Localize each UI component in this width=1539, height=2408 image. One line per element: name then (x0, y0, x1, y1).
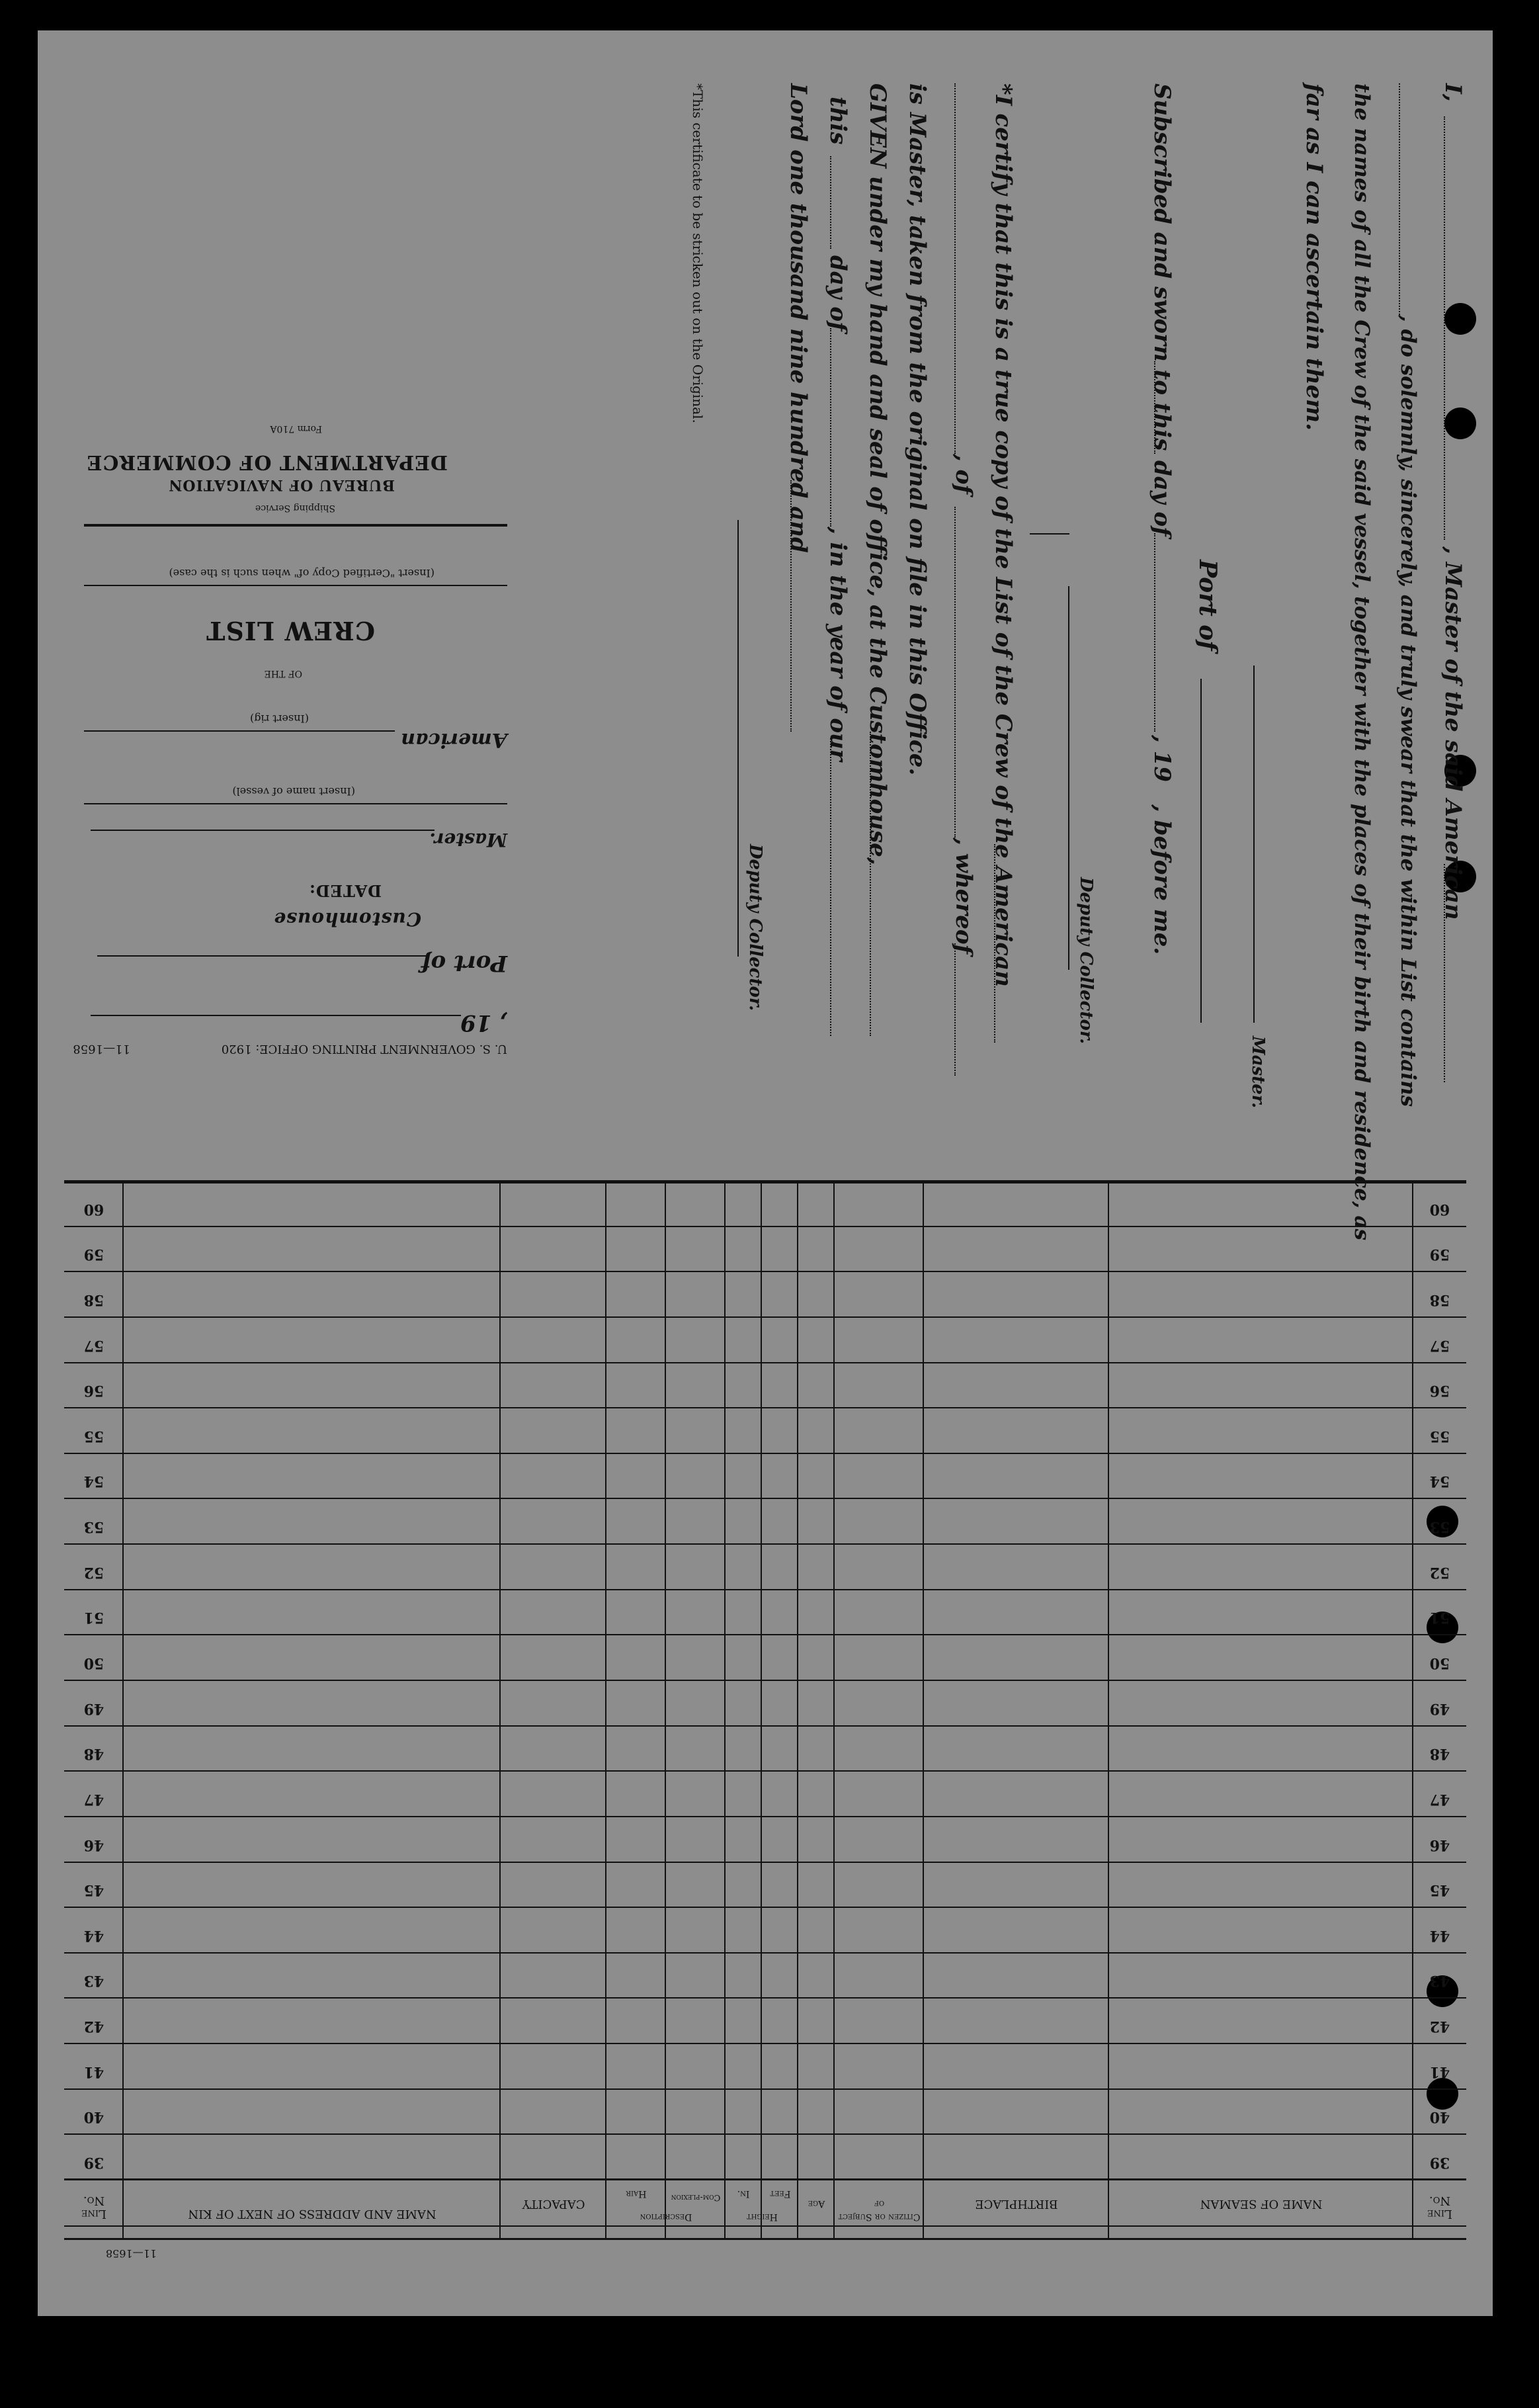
oath-swear-text: , do solemnly, sincerely, and truly swear that the within List contains (1396, 315, 1420, 1107)
line-number-right: 50 (83, 1655, 104, 1672)
line-number-right: 58 (83, 1291, 104, 1309)
line-number: 56 (1429, 1382, 1450, 1400)
table-code: 11—1658 (105, 2247, 157, 2260)
hdr-feet: Feet (770, 2188, 791, 2199)
line-number-right: 54 (83, 1473, 104, 1490)
table-row[interactable] (64, 1997, 1466, 1999)
header-divider (64, 2178, 1466, 2180)
insert-vessel-note: (Insert name of vessel) (232, 785, 355, 798)
hdr-description: Description (640, 2212, 692, 2222)
table-row[interactable] (64, 1316, 1466, 1318)
subscribed-month-blank[interactable] (1154, 533, 1155, 732)
hdr-height: Height (747, 2212, 778, 2222)
cover-port-line[interactable] (97, 955, 428, 957)
table-row[interactable] (64, 1816, 1466, 1817)
form-cover (64, 143, 527, 1069)
line-number-right: 42 (83, 2018, 104, 2036)
crew-list-title: CREW LIST (206, 616, 375, 646)
line-number-right: 52 (83, 1563, 104, 1581)
table-row[interactable] (64, 1453, 1466, 1454)
crew-table (64, 1182, 1466, 2260)
col-complexion (665, 1182, 666, 2240)
certify-text: *I certify that this is a true copy of the List of the Crew of the American (990, 83, 1017, 987)
line-number: 60 (1429, 1200, 1450, 1218)
printer-note: U. S. GOVERNMENT PRINTING OFFICE: 1920 (221, 1042, 507, 1056)
vessel-blank[interactable] (1444, 864, 1445, 1082)
certify-of: , of (950, 454, 977, 494)
master-label: Master. (1248, 1036, 1268, 1109)
line-number: 50 (1429, 1655, 1450, 1672)
certify-given-text: GIVEN under my hand and seal of office, at the Customhouse, (864, 83, 891, 865)
line-number: 59 (1429, 1246, 1450, 1264)
hdr-line-no-right: Line No. (81, 2194, 106, 2221)
line-number: 52 (1429, 1563, 1450, 1581)
form-code: 11—1658 (73, 1042, 130, 1056)
oath-port-blank[interactable] (1200, 679, 1202, 1023)
table-row[interactable] (64, 2133, 1466, 2135)
subscribed-year: , 19 (1149, 735, 1175, 782)
rig-blank[interactable] (1399, 83, 1400, 315)
certify-master-blank[interactable] (954, 943, 956, 1076)
table-row[interactable] (64, 1770, 1466, 1772)
line-number: 57 (1429, 1336, 1450, 1354)
line-number: 49 (1429, 1699, 1450, 1717)
deputy1-line[interactable] (1068, 586, 1069, 970)
line-number-right: 55 (83, 1427, 104, 1445)
certify-vessel-blank[interactable] (994, 844, 995, 1043)
line-number: 51 (1429, 1609, 1450, 1627)
line-number: 45 (1429, 1881, 1450, 1899)
line-number: 40 (1429, 2108, 1450, 2126)
line-number: 39 (1429, 2154, 1450, 2171)
deputy2-label: Deputy Collector. (745, 844, 765, 1011)
certify-master-text: is Master, taken from the original on file in this Office. (904, 83, 931, 776)
line-number-right: 47 (83, 1790, 104, 1808)
certify-rig-blank[interactable] (954, 83, 956, 454)
line-number: 47 (1429, 1790, 1450, 1808)
table-row[interactable] (64, 1362, 1466, 1363)
bureau-label: BUREAU OF NAVIGATION (168, 476, 395, 494)
shipping-service: Shipping Service (255, 503, 335, 513)
certificate-footnote: *This certificate to be stricken out on the Original. (690, 83, 706, 423)
certify-month-blank[interactable] (830, 328, 831, 527)
table-row[interactable] (64, 1180, 1466, 1182)
table-row[interactable] (64, 1634, 1466, 1635)
table-row[interactable] (64, 2088, 1466, 2090)
table-row[interactable] (64, 1725, 1466, 1727)
line-number: 43 (1429, 1972, 1450, 1990)
certified-note: (Insert "Certified Copy of" when such is the case) (169, 567, 435, 580)
hdr-line-no: Line No. (1427, 2194, 1452, 2221)
hdr-next-of-kin: NAME AND ADDRESS OF NEXT OF KIN (188, 2207, 437, 2221)
line-number: 44 (1429, 1926, 1450, 1944)
line-number: 55 (1429, 1427, 1450, 1445)
oath-port-label: Port of (1194, 560, 1222, 651)
line-number: 41 (1429, 2063, 1450, 2081)
col-hair (605, 1182, 606, 2240)
oath-crew-text: the names of all the Crew of the said vessel, together with the places of their birth and residence, as (1350, 83, 1374, 1241)
customhouse-blank[interactable] (870, 732, 871, 1036)
line-number: 48 (1429, 1745, 1450, 1763)
line-number: 46 (1429, 1836, 1450, 1854)
line-number-right: 46 (83, 1836, 104, 1854)
line-number-right: 56 (83, 1382, 104, 1400)
col-citizen (833, 1182, 835, 2240)
hdr-age: Age (808, 2198, 825, 2209)
table-row[interactable] (64, 1907, 1466, 1908)
col-next-of-kin (122, 1182, 124, 2240)
form-number: Form 710A (270, 423, 322, 434)
certify-this: this (825, 97, 851, 145)
certify-whereof: , whereof (950, 838, 977, 955)
heavy-rule (84, 524, 507, 527)
certify-day-blank[interactable] (830, 156, 831, 249)
line-number: 58 (1429, 1291, 1450, 1309)
hdr-capacity: CAPACITY (522, 2197, 585, 2211)
col-feet (761, 1182, 762, 2240)
line-number-right: 44 (83, 1926, 104, 1944)
col-birthplace (923, 1182, 924, 2240)
col-inches (724, 1182, 726, 2240)
col-capacity (499, 1182, 501, 2240)
year-line[interactable] (91, 1015, 461, 1016)
col-line-no (1412, 1182, 1413, 2240)
line-number-right: 40 (83, 2108, 104, 2126)
certify-of-blank[interactable] (954, 507, 956, 838)
subscribed-day-of: day of (1149, 460, 1175, 537)
deputy2-line[interactable] (737, 520, 739, 957)
col-name (1108, 1182, 1109, 2240)
cover-master-label: Master. (429, 829, 507, 851)
port-of-label: Port of (421, 950, 507, 976)
line-number-right: 48 (83, 1745, 104, 1763)
col-age (797, 1182, 798, 2240)
master-line[interactable] (91, 830, 435, 831)
american-label: American (401, 728, 507, 752)
line-number-right: 57 (83, 1336, 104, 1354)
certify-year-blank-2[interactable] (830, 738, 831, 1036)
certify-lord-text: Lord one thousand nine hundred and (785, 83, 811, 553)
table-row[interactable] (64, 1952, 1466, 1954)
hdr-citizen: Citizen or Subject of (838, 2198, 921, 2222)
line-number: 53 (1429, 1518, 1450, 1536)
oath-master-said: , Master of the said American (1440, 546, 1466, 920)
line-number-right: 53 (83, 1518, 104, 1536)
hdr-hair: Hair (626, 2188, 647, 2199)
oath-ascertain-text: far as I can ascertain them. (1301, 83, 1327, 431)
subscribed-before-me: , before me. (1149, 804, 1175, 955)
year-label: , 19 (460, 1010, 507, 1036)
line-number-right: 45 (83, 1881, 104, 1899)
line-number-right: 59 (83, 1246, 104, 1264)
department-label: DEPARTMENT OF COMMERCE (86, 451, 448, 474)
line-number-right: 60 (83, 1200, 104, 1218)
deputy1-label: Deputy Collector. (1076, 877, 1096, 1045)
customhouse-label: Customhouse (273, 908, 421, 930)
subscribed-day-blank[interactable] (1154, 361, 1155, 454)
vessel-line[interactable] (84, 803, 507, 804)
certified-line[interactable] (84, 585, 507, 586)
line-number-right: 49 (83, 1699, 104, 1717)
master-blank[interactable] (1444, 116, 1445, 540)
line-number-right: 51 (83, 1609, 104, 1627)
certify-in-year: , in the year of our (825, 527, 851, 761)
hdr-name: NAME OF SEAMAN (1200, 2197, 1323, 2211)
insert-rig-note: (Insert rig) (250, 712, 309, 725)
table-row[interactable] (64, 1498, 1466, 1499)
certify-year-blank[interactable] (790, 480, 792, 732)
table-row[interactable] (64, 1271, 1466, 1272)
table-row[interactable] (64, 1589, 1466, 1590)
subscribed-label: Subscribed and sworn to this (1149, 83, 1175, 451)
hdr-complexion: Com-plexion (671, 2192, 721, 2202)
oath-i-label: I, (1440, 83, 1466, 102)
rig-line[interactable] (84, 730, 395, 732)
line-number: 54 (1429, 1473, 1450, 1490)
master-signature-line[interactable] (1253, 666, 1255, 1023)
table-row[interactable] (64, 1226, 1466, 1227)
line-number-right: 43 (83, 1972, 104, 1990)
dated-label: DATED: (309, 881, 382, 900)
tick-rule (1030, 533, 1069, 542)
line-number-right: 41 (83, 2063, 104, 2081)
table-row[interactable] (64, 1680, 1466, 1681)
table-row[interactable] (64, 1543, 1466, 1545)
of-the-label: OF THE (264, 668, 302, 679)
certify-day-of: day of (825, 255, 851, 331)
table-row[interactable] (64, 1407, 1466, 1408)
table-border (64, 1182, 1466, 2240)
line-number: 42 (1429, 2018, 1450, 2036)
hdr-inches: In. (737, 2188, 750, 2199)
top-rule (64, 2225, 1466, 2227)
table-row[interactable] (64, 2043, 1466, 2044)
crew-list-form-page (38, 30, 1493, 2316)
line-number-right: 39 (83, 2154, 104, 2171)
table-row[interactable] (64, 1862, 1466, 1863)
hdr-birthplace: BIRTHPLACE (975, 2197, 1058, 2211)
